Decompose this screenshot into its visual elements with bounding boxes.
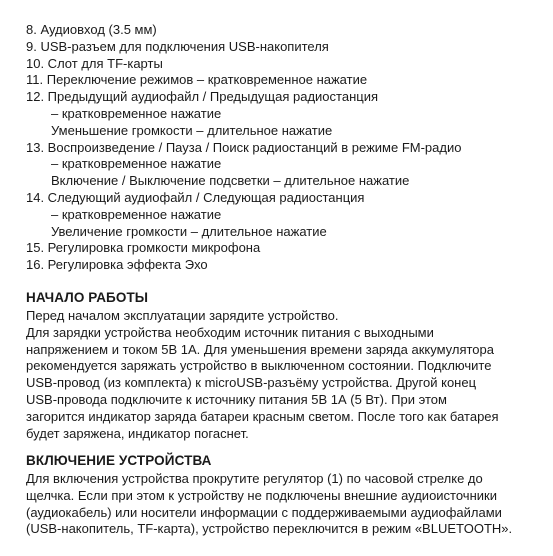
controls-list <box>26 22 546 274</box>
paragraph-line: Для зарядки устройства необходим источник питания с выходными <box>26 324 434 340</box>
list-item: 12. Предыдущий аудиофайл / Предыдущая радиостанция <box>26 89 378 105</box>
power-section <box>26 452 546 538</box>
paragraph-line: рекомендуется заряжать устройство в выключенном состоянии. Подключите <box>26 358 492 374</box>
paragraph-line: (аудиокабель) или носители информации с поддерживаемыми аудиофайлами <box>26 504 502 520</box>
list-item: 8. Аудиовход (3.5 мм) <box>26 22 157 37</box>
paragraph-line: (USB-накопитель, TF-карта), устройство переключится в режим «BLUETOOTH». <box>26 521 513 537</box>
list-item: 14. Следующий аудиофайл / Следующая радиостанция <box>26 189 365 205</box>
power-section-text <box>26 471 546 538</box>
paragraph-line: напряжением и током 5В 1А. Для уменьшения времени заряда аккумулятора <box>26 341 494 357</box>
list-item: Увеличение громкости – длительное нажатие <box>51 223 327 239</box>
paragraph-line: загорится индикатор заряда батареи красным светом. После того как батарея <box>26 408 499 424</box>
paragraph-line: Для включения устройства прокрутите регулятор (1) по часовой стрелке до <box>26 471 483 486</box>
paragraph-line: Перед началом эксплуатации зарядите устройство. <box>26 308 339 323</box>
list-item: Уменьшение громкости – длительное нажатие <box>51 122 333 138</box>
list-item: 15. Регулировка громкости микрофона <box>26 240 261 256</box>
list-item: 10. Слот для TF-карты <box>26 55 163 71</box>
start-section <box>26 289 546 442</box>
list-item: Включение / Выключение подсветки – длительное нажатие <box>51 173 410 189</box>
start-section-text <box>26 308 546 442</box>
paragraph-line: USB-провод (из комплекта) к microUSB-разъёму устройства. Другой конец <box>26 375 477 391</box>
power-section-heading: ВКЛЮЧЕНИЕ УСТРОЙСТВА <box>26 453 212 468</box>
list-item: 9. USB-разъем для подключения USB-накопителя <box>26 38 329 54</box>
list-item: 16. Регулировка эффекта Эхо <box>26 257 208 273</box>
paragraph-line: щелчка. Если при этом к устройству не подключены внешние аудиоисточники <box>26 487 497 503</box>
paragraph-line: будет заряжена, индикатор погаснет. <box>26 425 249 441</box>
list-item: – кратковременное нажатие <box>51 206 222 222</box>
list-item: 11. Переключение режимов – кратковременное нажатие <box>26 72 368 88</box>
list-item: – кратковременное нажатие <box>51 156 222 172</box>
list-item: – кратковременное нажатие <box>51 105 222 121</box>
paragraph-line: USB-провода подключите к источнику питания 5В 1А (5 Вт). При этом <box>26 391 447 407</box>
list-item: 13. Воспроизведение / Пауза / Поиск радиостанций в режиме FM-радио <box>26 139 462 155</box>
start-section-heading: НАЧАЛО РАБОТЫ <box>26 290 149 305</box>
